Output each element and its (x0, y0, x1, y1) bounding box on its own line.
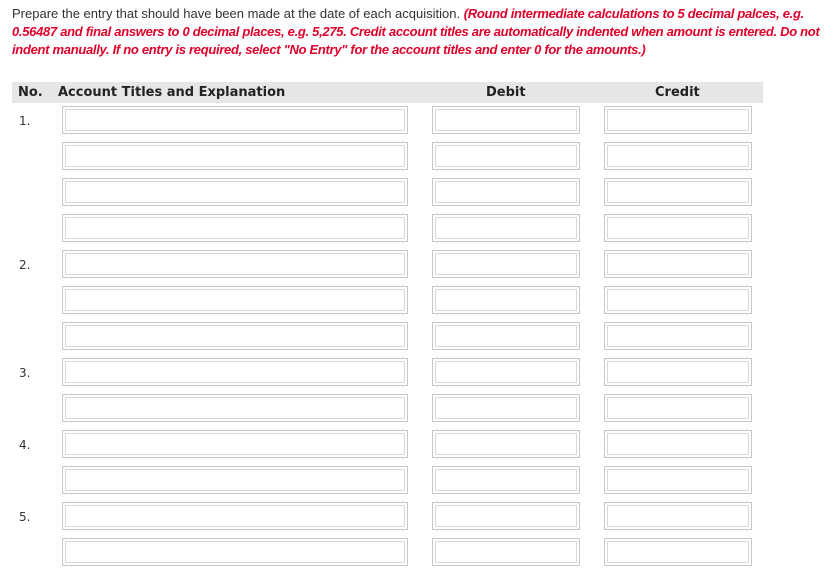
account-title-input-field[interactable] (65, 289, 405, 311)
credit-input-field[interactable] (607, 361, 749, 383)
credit-input-field[interactable] (607, 181, 749, 203)
debit-input[interactable] (432, 394, 580, 422)
table-row (0, 430, 836, 460)
account-title-input-field[interactable] (65, 433, 405, 455)
table-row (0, 286, 836, 316)
debit-input[interactable] (432, 466, 580, 494)
credit-input-field[interactable] (607, 253, 749, 275)
credit-input[interactable] (604, 142, 752, 170)
account-title-input[interactable] (62, 106, 408, 134)
account-title-input-field[interactable] (65, 397, 405, 419)
debit-input-field[interactable] (435, 289, 577, 311)
account-title-input[interactable] (62, 142, 408, 170)
table-header (12, 82, 763, 103)
credit-input[interactable] (604, 538, 752, 566)
debit-input-field[interactable] (435, 397, 577, 419)
account-title-input[interactable] (62, 358, 408, 386)
entry-number: 1. (19, 114, 31, 128)
credit-input-field[interactable] (607, 469, 749, 491)
header-debit: Debit (486, 85, 526, 100)
debit-input[interactable] (432, 430, 580, 458)
credit-input-field[interactable] (607, 505, 749, 527)
debit-input-field[interactable] (435, 253, 577, 275)
account-title-input-field[interactable] (65, 217, 405, 239)
debit-input-field[interactable] (435, 145, 577, 167)
credit-input-field[interactable] (607, 433, 749, 455)
account-title-input-field[interactable] (65, 325, 405, 347)
debit-input-field[interactable] (435, 433, 577, 455)
account-title-input-field[interactable] (65, 505, 405, 527)
credit-input[interactable] (604, 286, 752, 314)
credit-input[interactable] (604, 214, 752, 242)
debit-input[interactable] (432, 250, 580, 278)
instructions (12, 5, 828, 59)
debit-input[interactable] (432, 106, 580, 134)
debit-input[interactable] (432, 286, 580, 314)
header-credit: Credit (655, 85, 700, 100)
table-row (0, 322, 836, 352)
credit-input-field[interactable] (607, 325, 749, 347)
debit-input[interactable] (432, 322, 580, 350)
account-title-input[interactable] (62, 286, 408, 314)
debit-input[interactable] (432, 214, 580, 242)
header-account-titles: Account Titles and Explanation (58, 85, 286, 100)
account-title-input[interactable] (62, 466, 408, 494)
credit-input[interactable] (604, 250, 752, 278)
account-title-input[interactable] (62, 394, 408, 422)
table-row (0, 142, 836, 172)
credit-input[interactable] (604, 106, 752, 134)
account-title-input-field[interactable] (65, 541, 405, 563)
debit-input[interactable] (432, 358, 580, 386)
table-row (0, 502, 836, 532)
entry-number: 3. (19, 366, 31, 380)
debit-input-field[interactable] (435, 361, 577, 383)
entry-number: 4. (19, 438, 31, 452)
credit-input-field[interactable] (607, 145, 749, 167)
table-row (0, 394, 836, 424)
table-row (0, 178, 836, 208)
header-no: No. (18, 85, 43, 100)
debit-input[interactable] (432, 142, 580, 170)
table-row (0, 466, 836, 496)
instructions-note: (Round intermediate calculations to 5 decimal palces, e.g. 0.56487 and final answers to 0 decimal places, e.g. 5,275. Credit account titles are automatically indented when amount is entered. Do not indent manually. If no entry is required, select "No Entry" for the account titles and enter 0 for the amounts.) (12, 6, 820, 57)
table-row (0, 106, 836, 136)
credit-input[interactable] (604, 430, 752, 458)
table-row (0, 538, 836, 568)
credit-input[interactable] (604, 178, 752, 206)
account-title-input[interactable] (62, 178, 408, 206)
table-row (0, 358, 836, 388)
credit-input-field[interactable] (607, 397, 749, 419)
account-title-input[interactable] (62, 250, 408, 278)
debit-input-field[interactable] (435, 217, 577, 239)
debit-input-field[interactable] (435, 325, 577, 347)
debit-input[interactable] (432, 502, 580, 530)
account-title-input-field[interactable] (65, 109, 405, 131)
instructions-text: Prepare the entry that should have been made at the date of each acquisition. (12, 6, 464, 21)
account-title-input-field[interactable] (65, 145, 405, 167)
debit-input-field[interactable] (435, 109, 577, 131)
account-title-input[interactable] (62, 502, 408, 530)
account-title-input-field[interactable] (65, 361, 405, 383)
credit-input[interactable] (604, 502, 752, 530)
debit-input-field[interactable] (435, 469, 577, 491)
debit-input-field[interactable] (435, 541, 577, 563)
credit-input-field[interactable] (607, 109, 749, 131)
account-title-input-field[interactable] (65, 253, 405, 275)
account-title-input[interactable] (62, 214, 408, 242)
account-title-input-field[interactable] (65, 469, 405, 491)
credit-input[interactable] (604, 358, 752, 386)
entry-number: 5. (19, 510, 31, 524)
account-title-input[interactable] (62, 322, 408, 350)
account-title-input[interactable] (62, 538, 408, 566)
credit-input[interactable] (604, 394, 752, 422)
debit-input[interactable] (432, 538, 580, 566)
credit-input-field[interactable] (607, 289, 749, 311)
account-title-input[interactable] (62, 430, 408, 458)
entry-number: 2. (19, 258, 31, 272)
debit-input-field[interactable] (435, 181, 577, 203)
table-row (0, 250, 836, 280)
table-row (0, 214, 836, 244)
debit-input[interactable] (432, 178, 580, 206)
debit-input-field[interactable] (435, 505, 577, 527)
credit-input[interactable] (604, 322, 752, 350)
account-title-input-field[interactable] (65, 181, 405, 203)
credit-input[interactable] (604, 466, 752, 494)
credit-input-field[interactable] (607, 541, 749, 563)
credit-input-field[interactable] (607, 217, 749, 239)
